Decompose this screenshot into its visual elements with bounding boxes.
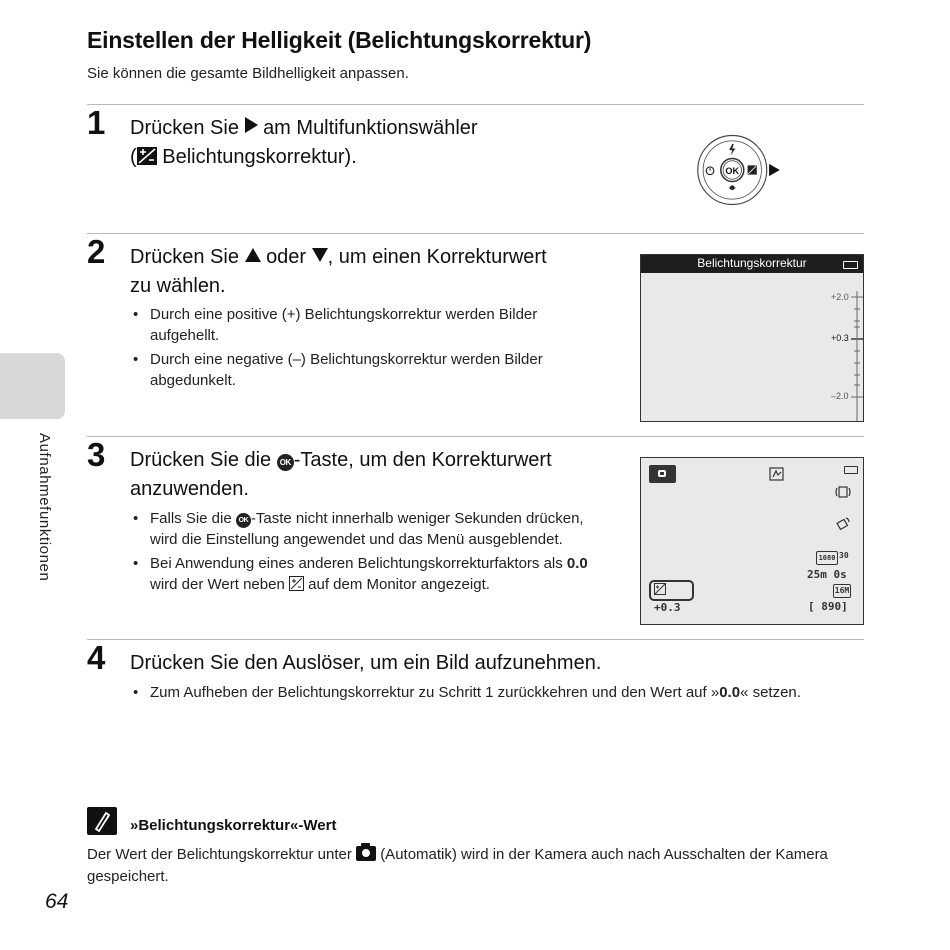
step-2-bullets bbox=[130, 304, 600, 394]
monitor-shooting-screen bbox=[640, 457, 864, 625]
battery-icon bbox=[843, 261, 858, 269]
dial-ok-label: OK bbox=[725, 165, 740, 176]
step-2-number: 2 bbox=[87, 233, 106, 270]
vibration-reduction-icon bbox=[835, 485, 851, 499]
divider bbox=[87, 436, 864, 437]
remaining-shots: [ 890] bbox=[808, 600, 848, 613]
right-arrow-icon bbox=[245, 117, 258, 133]
multi-selector-dial-icon bbox=[697, 124, 789, 216]
page-number: 64 bbox=[45, 890, 69, 913]
scale-top-label: +2.0 bbox=[831, 292, 849, 302]
ok-button-icon: OK bbox=[277, 454, 294, 471]
camera-mode-icon bbox=[649, 465, 676, 483]
step-4-text: Drücken Sie den Auslöser, um ein Bild aufzunehmen. bbox=[130, 652, 602, 674]
exposure-value: +0.3 bbox=[654, 601, 681, 614]
list-item: • Durch eine negative (–) Belichtungskorrektur werden Bilder abgedunkelt. bbox=[130, 349, 600, 391]
up-arrow-icon bbox=[245, 248, 261, 262]
page-title: Einstellen der Helligkeit (Belichtungskorrektur) bbox=[87, 27, 592, 53]
exposure-compensation-icon bbox=[654, 583, 666, 595]
note-title: »Belichtungskorrektur«-Wert bbox=[130, 817, 337, 834]
divider bbox=[87, 639, 864, 640]
movie-option-icon: 1080 bbox=[816, 551, 838, 565]
note-body: Der Wert der Belichtungskorrektur unter (Automatik) wird in der Kamera auch nach Ausschalten der Kamera gespeichert. bbox=[87, 846, 828, 885]
list-item: • Bei Anwendung eines anderen Belichtungskorrekturfaktors als 0.0 wird der Wert neben auf dem Monitor angezeigt. bbox=[130, 553, 600, 595]
divider bbox=[87, 104, 864, 105]
chapter-label: Aufnahmefunktionen bbox=[36, 433, 53, 582]
menu-title: Belichtungskorrektur bbox=[697, 256, 807, 270]
battery-icon bbox=[844, 466, 858, 474]
scale-bottom-label: –2.0 bbox=[831, 391, 849, 401]
page-subtitle: Sie können die gesamte Bildhelligkeit anpassen. bbox=[87, 65, 409, 82]
motion-detection-icon bbox=[835, 516, 851, 532]
down-arrow-icon bbox=[312, 248, 328, 262]
step-1-text: Drücken Sie am Multifunktionswähler ( Belichtungskorrektur). bbox=[130, 117, 478, 168]
movie-fps: 30 bbox=[839, 551, 849, 560]
step-3-bullets bbox=[130, 508, 600, 598]
list-item: • Durch eine positive (+) Belichtungskorrektur werden Bilder aufgehellt. bbox=[130, 304, 600, 346]
monitor-exposure-menu bbox=[640, 254, 864, 422]
exposure-compensation-icon bbox=[289, 576, 304, 591]
image-size-icon: 16M bbox=[833, 584, 851, 598]
list-item: • Falls Sie die OK -Taste nicht innerhalb weniger Sekunden drücken, wird die Einstellung angewendet und das Menü ausgeblendet. bbox=[130, 508, 600, 550]
list-item: • Zum Aufheben der Belichtungskorrektur zu Schritt 1 zurückkehren und den Wert auf »0.0« setzen. bbox=[130, 682, 870, 703]
chapter-tab bbox=[0, 353, 65, 419]
step-2-text: Drücken Sie oder , um einen Korrekturwert zu wählen. bbox=[130, 246, 547, 297]
note-pencil-icon bbox=[87, 807, 117, 835]
scale-current-label: +0.3 bbox=[831, 333, 849, 343]
step-4-number: 4 bbox=[87, 639, 106, 676]
movie-remaining-time: 25m 0s bbox=[807, 568, 847, 581]
step-4-bullets bbox=[130, 682, 870, 706]
camera-icon bbox=[356, 846, 376, 861]
step-1-number: 1 bbox=[87, 104, 106, 141]
scene-auto-icon bbox=[769, 467, 785, 481]
exposure-indicator bbox=[649, 580, 694, 614]
ok-button-icon: OK bbox=[236, 513, 251, 528]
step-3-number: 3 bbox=[87, 436, 106, 473]
divider bbox=[87, 233, 864, 234]
exposure-compensation-icon bbox=[137, 147, 157, 165]
step-3-text: Drücken Sie die OK -Taste, um den Korrekturwert anzuwenden. bbox=[130, 449, 552, 500]
